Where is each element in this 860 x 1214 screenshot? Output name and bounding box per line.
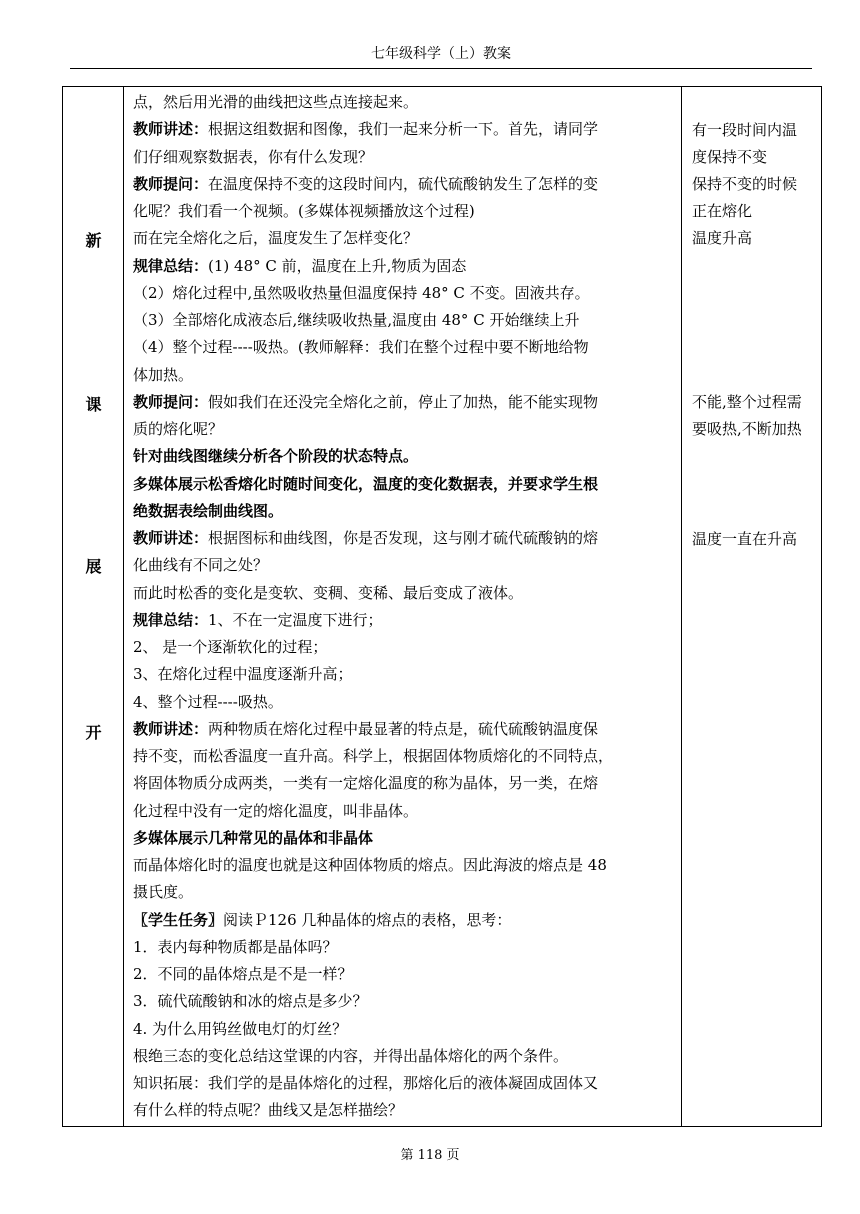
line-text: 1．表内每种物质都是晶体吗？ bbox=[133, 937, 338, 956]
content-line bbox=[133, 92, 677, 112]
content-line bbox=[133, 474, 677, 494]
section-column bbox=[63, 87, 124, 1126]
content-line bbox=[133, 310, 677, 330]
line-text: (1) 48° C 前，温度在上升,物质为固态 bbox=[208, 256, 467, 275]
line-text: （2）熔化过程中,虽然吸收热量但温度保持 48° C 不变。固液共存。 bbox=[133, 283, 590, 302]
bold-label: 针对曲线图继续分析各个阶段的状态特点。 bbox=[133, 447, 419, 466]
page-footer: 第 118 页 bbox=[400, 1148, 460, 1163]
line-text: 化呢？我们看一个视频。(多媒体视频播放这个过程) bbox=[133, 202, 475, 220]
line-text: （4）整个过程----吸热。(教师解释：我们在整个过程中要不断地给物 bbox=[133, 338, 589, 357]
note-line: 不能,整个过程需 bbox=[692, 393, 802, 411]
bold-label: 教师讲述： bbox=[133, 120, 209, 139]
line-text: 4. 为什么用钨丝做电灯的灯丝？ bbox=[133, 1019, 348, 1038]
content-line bbox=[133, 174, 677, 194]
line-text: 两种物质在熔化过程中最显著的特点是，硫代硫酸钠温度保 bbox=[208, 719, 599, 738]
bold-label: 多媒体展示几种常见的晶体和非晶体 bbox=[133, 828, 374, 847]
content-line bbox=[133, 337, 677, 357]
content-line bbox=[133, 719, 677, 739]
line-text: 摄氏度。 bbox=[133, 883, 194, 902]
content-line bbox=[133, 964, 677, 984]
line-text: 点，然后用光滑的曲线把这些点连接起来。 bbox=[133, 93, 419, 111]
content-line bbox=[133, 882, 677, 902]
line-text: 化曲线有不同之处？ bbox=[133, 556, 269, 575]
line-text: 2．不同的晶体熔点是不是一样？ bbox=[133, 965, 353, 983]
content-line bbox=[133, 256, 677, 276]
section-char-3: 展 bbox=[85, 557, 102, 576]
content-line bbox=[133, 855, 677, 875]
line-text: 们仔细观察数据表，你有什么发现？ bbox=[133, 147, 374, 166]
note-line: 度保持不变 bbox=[692, 148, 768, 166]
content-line bbox=[133, 528, 677, 548]
line-text: 根绝三态的变化总结这堂课的内容，并得出晶体熔化的两个条件。 bbox=[133, 1046, 569, 1065]
content-line bbox=[133, 991, 677, 1011]
content-line bbox=[133, 937, 677, 957]
section-char-4: 开 bbox=[85, 723, 102, 742]
content-line bbox=[133, 365, 677, 385]
content-line bbox=[133, 583, 677, 603]
line-text: 假如我们在还没完全熔化之前，停止了加热，能不能实现物 bbox=[208, 392, 599, 411]
bold-label: 教师提问： bbox=[133, 392, 209, 411]
line-text: 而此时松香的变化是变软、变稠、变稀、最后变成了液体。 bbox=[133, 583, 524, 602]
note-line: 要吸热,不断加热 bbox=[692, 420, 802, 438]
section-char-2: 课 bbox=[85, 395, 102, 414]
page-header: 七年级科学（上）教案 bbox=[371, 46, 511, 62]
bold-label: 教师讲述： bbox=[133, 529, 209, 547]
line-text: 化过程中没有一定的熔化温度，叫非晶体。 bbox=[133, 801, 419, 820]
line-text: 质的熔化呢？ bbox=[133, 420, 224, 438]
content-line bbox=[133, 610, 677, 630]
section-char-1: 新 bbox=[85, 231, 102, 250]
content-line bbox=[133, 555, 677, 575]
bold-label: 绝数据表绘制曲线图。 bbox=[133, 501, 284, 520]
content-line bbox=[133, 692, 677, 712]
content-line bbox=[133, 828, 677, 848]
line-text: 3．硫代硫酸钠和冰的熔点是多少？ bbox=[133, 992, 368, 1011]
line-text: 知识拓展：我们学的是晶体熔化的过程，那熔化后的液体凝固成固体又 bbox=[133, 1074, 599, 1092]
line-text: 而晶体熔化时的温度也就是这种固体物质的熔点。因此海波的熔点是 48 bbox=[133, 856, 607, 874]
note-line: 正在熔化 bbox=[692, 202, 753, 220]
content-line bbox=[133, 1073, 677, 1093]
bold-label: 〖学生任务〗 bbox=[133, 910, 224, 929]
content-line bbox=[133, 283, 677, 303]
content-line bbox=[133, 910, 677, 930]
content-line bbox=[133, 119, 677, 139]
content-line bbox=[133, 446, 677, 466]
notes-column bbox=[682, 87, 821, 1126]
content-line bbox=[133, 746, 677, 766]
line-text: 2、 是一个逐渐软化的过程； bbox=[133, 638, 328, 656]
content-line bbox=[133, 801, 677, 821]
content-line bbox=[133, 501, 677, 521]
line-text: 在温度保持不变的这段时间内，硫代硫酸钠发生了怎样的变 bbox=[208, 174, 599, 193]
content-line bbox=[133, 1100, 677, 1120]
line-text: 3、在熔化过程中温度逐渐升高； bbox=[133, 665, 353, 684]
content-line bbox=[133, 1046, 677, 1066]
line-text: 阅读Ｐ126 几种晶体的熔点的表格，思考： bbox=[223, 910, 512, 929]
line-text: 有什么样的特点呢？曲线又是怎样描绘？ bbox=[133, 1101, 404, 1120]
bold-label: 规律总结： bbox=[133, 610, 209, 629]
content-line bbox=[133, 147, 677, 167]
header-rule bbox=[70, 68, 812, 69]
note-line: 温度升高 bbox=[692, 229, 753, 247]
content-line bbox=[133, 201, 677, 221]
line-text: 1、不在一定温度下进行； bbox=[208, 610, 383, 629]
content-line bbox=[133, 419, 677, 439]
content-column bbox=[124, 87, 682, 1126]
line-text: 持不变，而松香温度一直升高。科学上，根据固体物质熔化的不同特点， bbox=[133, 747, 614, 765]
note-line: 有一段时间内温 bbox=[692, 121, 798, 139]
line-text: 将固体物质分成两类，一类有一定熔化温度的称为晶体，另一类，在熔 bbox=[133, 774, 599, 793]
content-line bbox=[133, 773, 677, 793]
line-text: （3）全部熔化成液态后,继续吸收热量,温度由 48° C 开始继续上升 bbox=[133, 311, 580, 329]
line-text: 体加热。 bbox=[133, 365, 194, 384]
content-line bbox=[133, 637, 677, 657]
bold-label: 教师讲述： bbox=[133, 719, 209, 738]
content-line bbox=[133, 228, 677, 248]
content-line bbox=[133, 664, 677, 684]
content-line bbox=[133, 392, 677, 412]
line-text: 根据图标和曲线图，你是否发现，这与刚才硫代硫酸钠的熔 bbox=[208, 529, 599, 547]
note-line: 温度一直在升高 bbox=[692, 530, 798, 548]
bold-label: 多媒体展示松香熔化时随时间变化，温度的变化数据表，并要求学生根 bbox=[133, 474, 599, 493]
bold-label: 规律总结： bbox=[133, 256, 209, 275]
bold-label: 教师提问： bbox=[133, 174, 209, 193]
content-line bbox=[133, 1019, 677, 1039]
line-text: 根据这组数据和图像，我们一起来分析一下。首先，请同学 bbox=[208, 120, 599, 139]
line-text: 而在完全熔化之后，温度发生了怎样变化？ bbox=[133, 229, 419, 248]
line-text: 4、整个过程----吸热。 bbox=[133, 692, 283, 711]
note-line: 保持不变的时候 bbox=[692, 175, 798, 193]
lesson-table bbox=[62, 86, 822, 1127]
